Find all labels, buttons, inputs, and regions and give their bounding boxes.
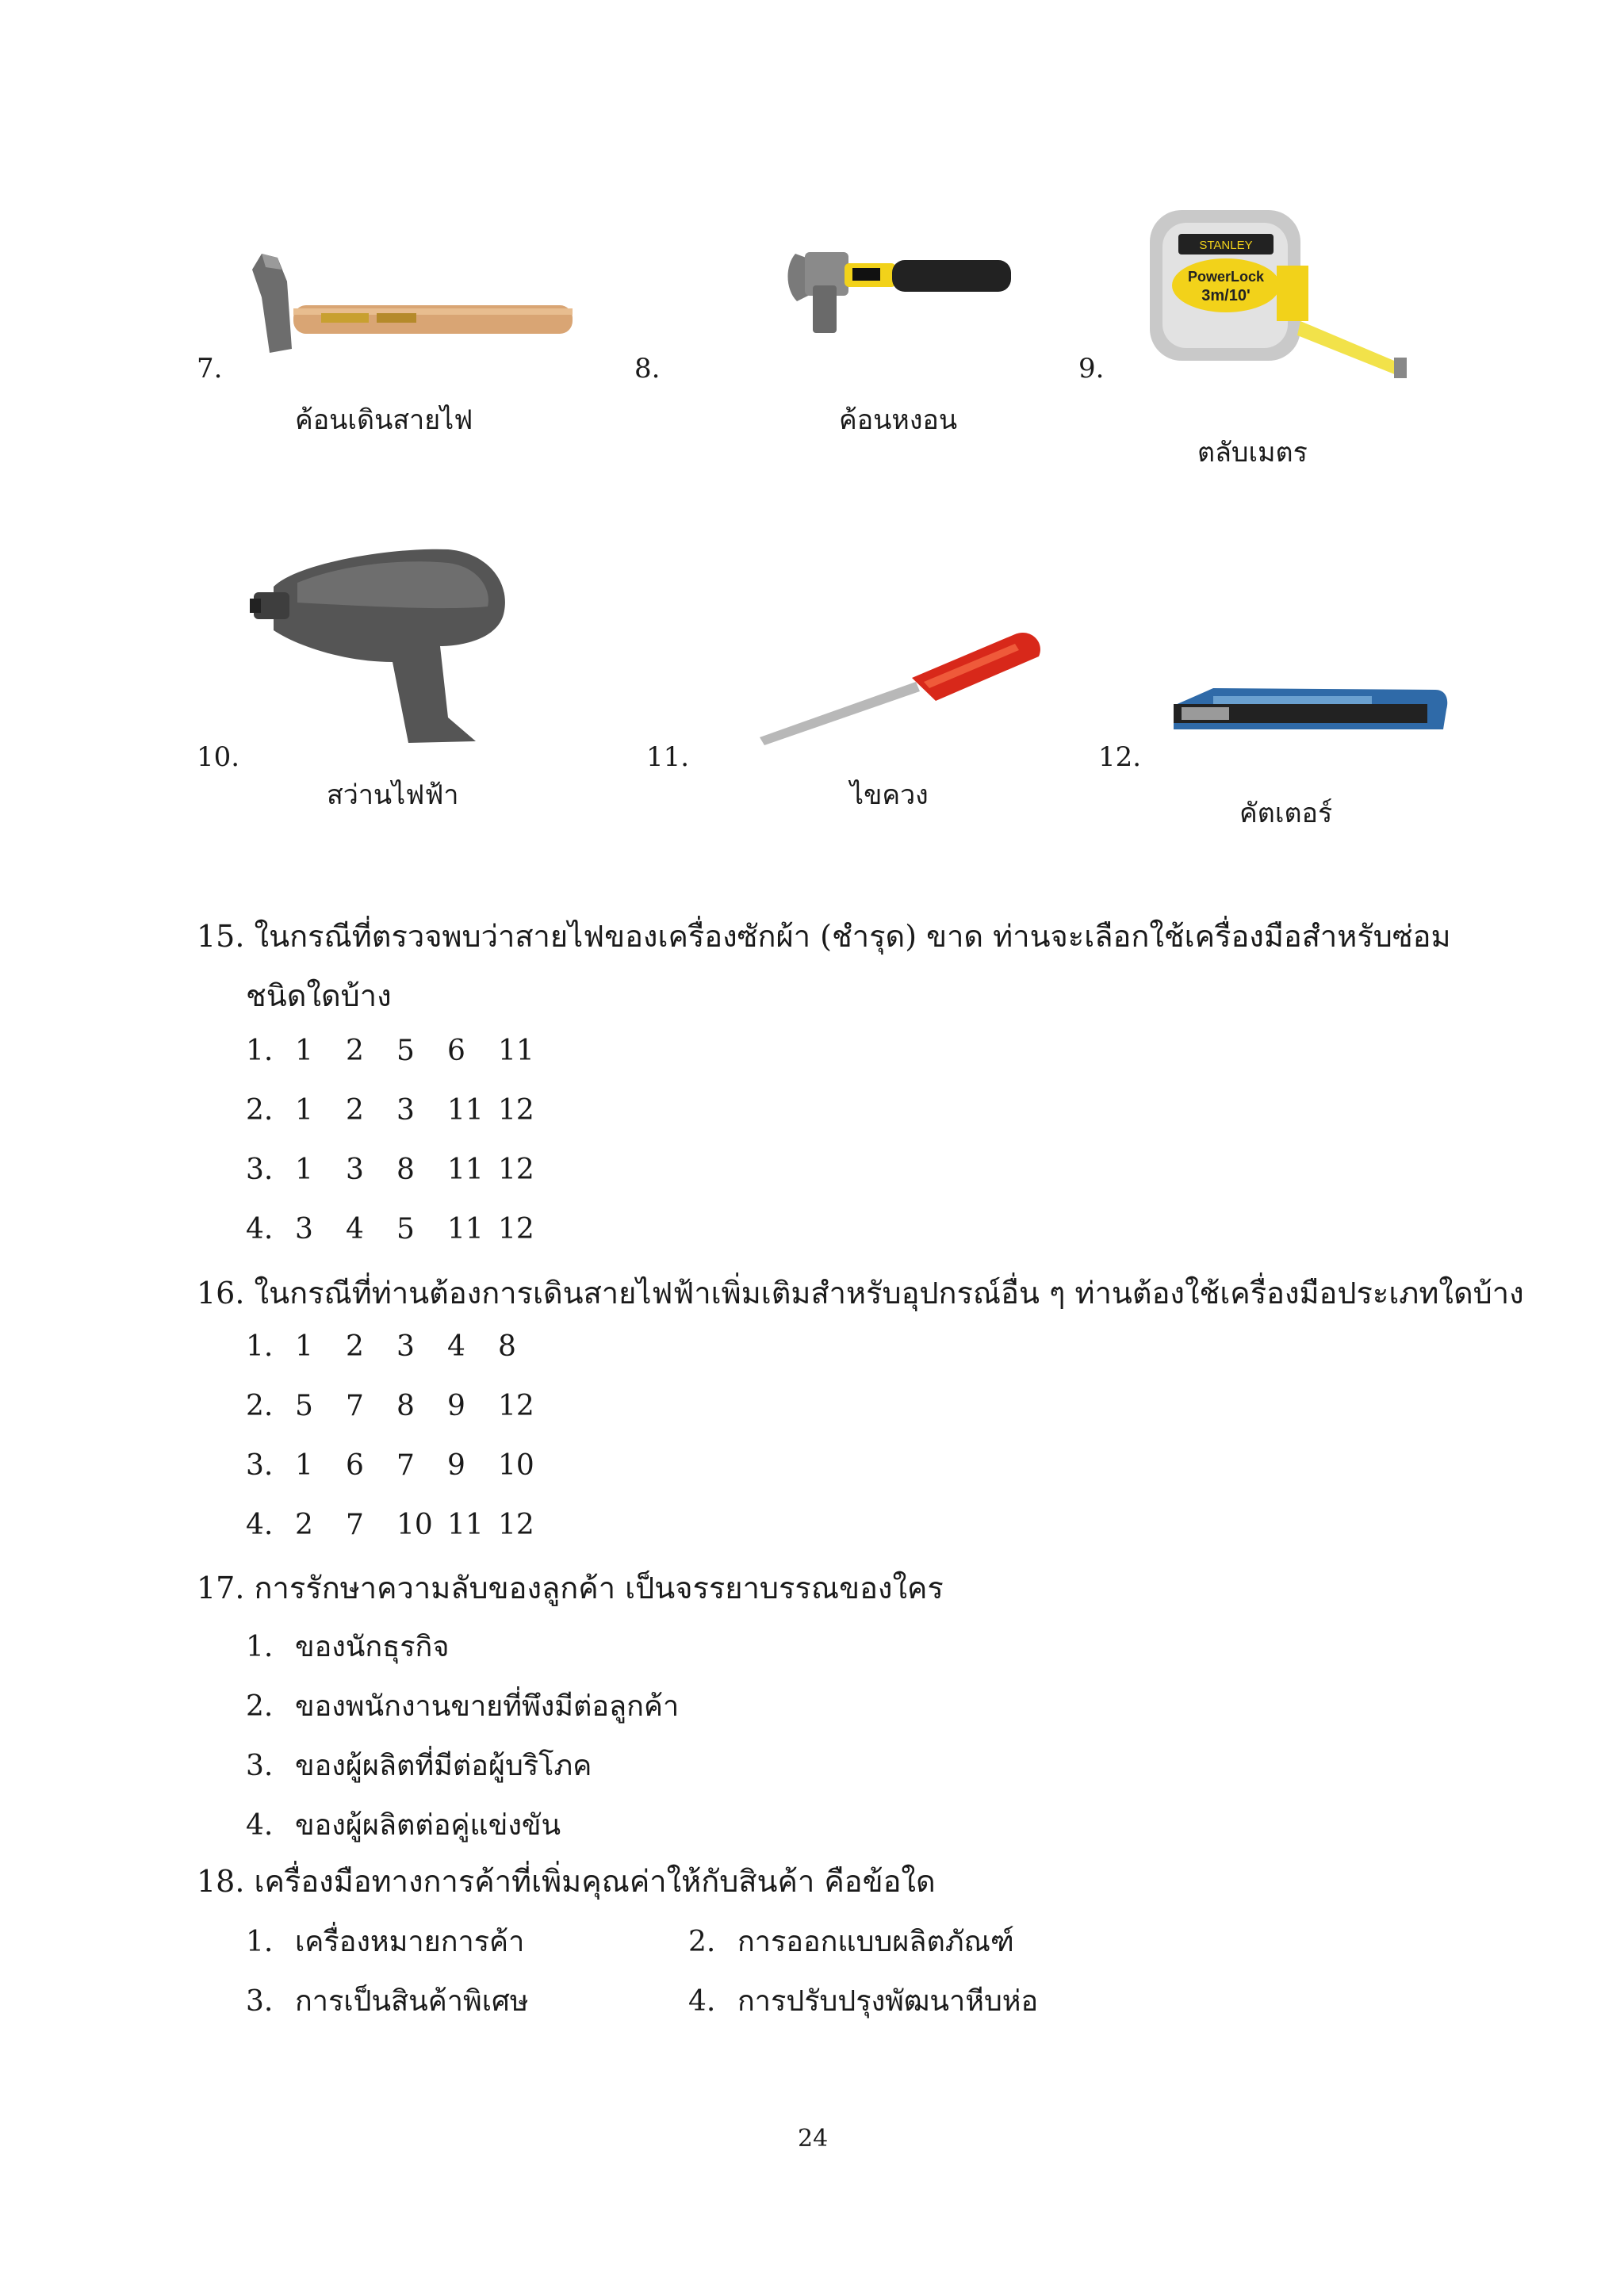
q18-option-4[interactable]: 4. การปรับปรุงพัฒนาหีบห่อ <box>688 1985 1039 2018</box>
claw-hammer-icon <box>781 238 1027 341</box>
question-text: ในกรณีที่ท่านต้องการเดินสายไฟฟ้าเพิ่มเติมสำหรับอุปกรณ์อื่น ๆ ท่านต้องใช้เครื่องมือประเภทใดบ้าง <box>254 1276 1524 1311</box>
q15-option-2[interactable]: 2. 1 2 3 11 12 <box>246 1094 534 1127</box>
tool-8-number: 8. <box>634 353 661 385</box>
q18-option-1[interactable]: 1. เครื่องหมายการค้า <box>246 1926 525 1958</box>
q16-option-1[interactable]: 1. 1 2 3 4 8 <box>246 1330 516 1363</box>
q15-option-4[interactable]: 4. 3 4 5 11 12 <box>246 1213 534 1246</box>
question-16 <box>197 1269 1524 1317</box>
tool-12-number: 12. <box>1098 741 1142 773</box>
q17-option-3[interactable]: 3. ของผู้ผลิตที่มีต่อผู้บริโภค <box>246 1750 592 1782</box>
q18-option-2[interactable]: 2. การออกแบบผลิตภัณฑ์ <box>688 1926 1014 1958</box>
q15-option-1[interactable]: 1. 1 2 5 6 11 <box>246 1035 534 1067</box>
question-number: 15. <box>197 919 245 954</box>
tool-11-caption: ไขควง <box>850 779 929 811</box>
cross-peen-hammer-icon <box>238 250 579 361</box>
screwdriver-icon <box>753 618 1055 753</box>
tool-10-caption: สว่านไฟฟ้า <box>327 779 459 811</box>
tool-8-caption: ค้อนหงอน <box>839 404 958 436</box>
question-number: 16. <box>197 1276 245 1311</box>
tool-7-number: 7. <box>197 353 223 385</box>
question-number: 17. <box>197 1571 245 1605</box>
tape-measure-icon <box>1142 202 1411 385</box>
tool-9-caption: ตลับเมตร <box>1197 437 1308 469</box>
tape-brand-label: STANLEY <box>1199 239 1253 252</box>
tool-10-number: 10. <box>197 741 240 773</box>
q17-option-2[interactable]: 2. ของพนักงานขายที่พึงมีต่อลูกค้า <box>246 1690 680 1723</box>
question-15-text-continued: ชนิดใดบ้าง <box>246 978 392 1013</box>
question-number: 18. <box>197 1864 245 1899</box>
question-text: การรักษาความลับของลูกค้า เป็นจรรยาบรรณของใคร <box>254 1571 944 1605</box>
question-text: เครื่องมือทางการค้าที่เพิ่มคุณค่าให้กับสินค้า คือข้อใด <box>254 1864 936 1899</box>
question-text: ในกรณีที่ตรวจพบว่าสายไฟของเครื่องซักผ้า (ชำรุด) ขาด ท่านจะเลือกใช้เครื่องมือสำหรับซ่อม <box>254 919 1451 954</box>
q15-option-3[interactable]: 3. 1 3 8 11 12 <box>246 1154 534 1186</box>
q17-option-1[interactable]: 1. ของนักธุรกิจ <box>246 1631 450 1663</box>
q16-option-3[interactable]: 3. 1 6 7 9 10 <box>246 1449 534 1482</box>
tape-size-label: 3m/10' <box>1201 287 1251 304</box>
cutter-knife-icon <box>1166 674 1451 745</box>
question-18 <box>197 1857 936 1905</box>
tool-12-caption: คัตเตอร์ <box>1239 798 1333 829</box>
tool-7-caption: ค้อนเดินสายไฟ <box>295 404 473 436</box>
page-number: 24 <box>798 2125 829 2152</box>
tool-11-number: 11. <box>646 741 690 773</box>
tape-model-label: PowerLock <box>1187 269 1265 285</box>
q16-option-2[interactable]: 2. 5 7 8 9 12 <box>246 1390 534 1422</box>
q18-option-3[interactable]: 3. การเป็นสินค้าพิเศษ <box>246 1985 529 2018</box>
q17-option-4[interactable]: 4. ของผู้ผลิตต่อคู่แข่งขัน <box>246 1809 561 1842</box>
q16-option-4[interactable]: 4. 2 7 10 11 12 <box>246 1509 534 1541</box>
question-17 <box>197 1563 944 1612</box>
tool-9-number: 9. <box>1078 353 1105 385</box>
question-15 <box>197 912 1451 960</box>
electric-drill-icon <box>250 527 535 749</box>
